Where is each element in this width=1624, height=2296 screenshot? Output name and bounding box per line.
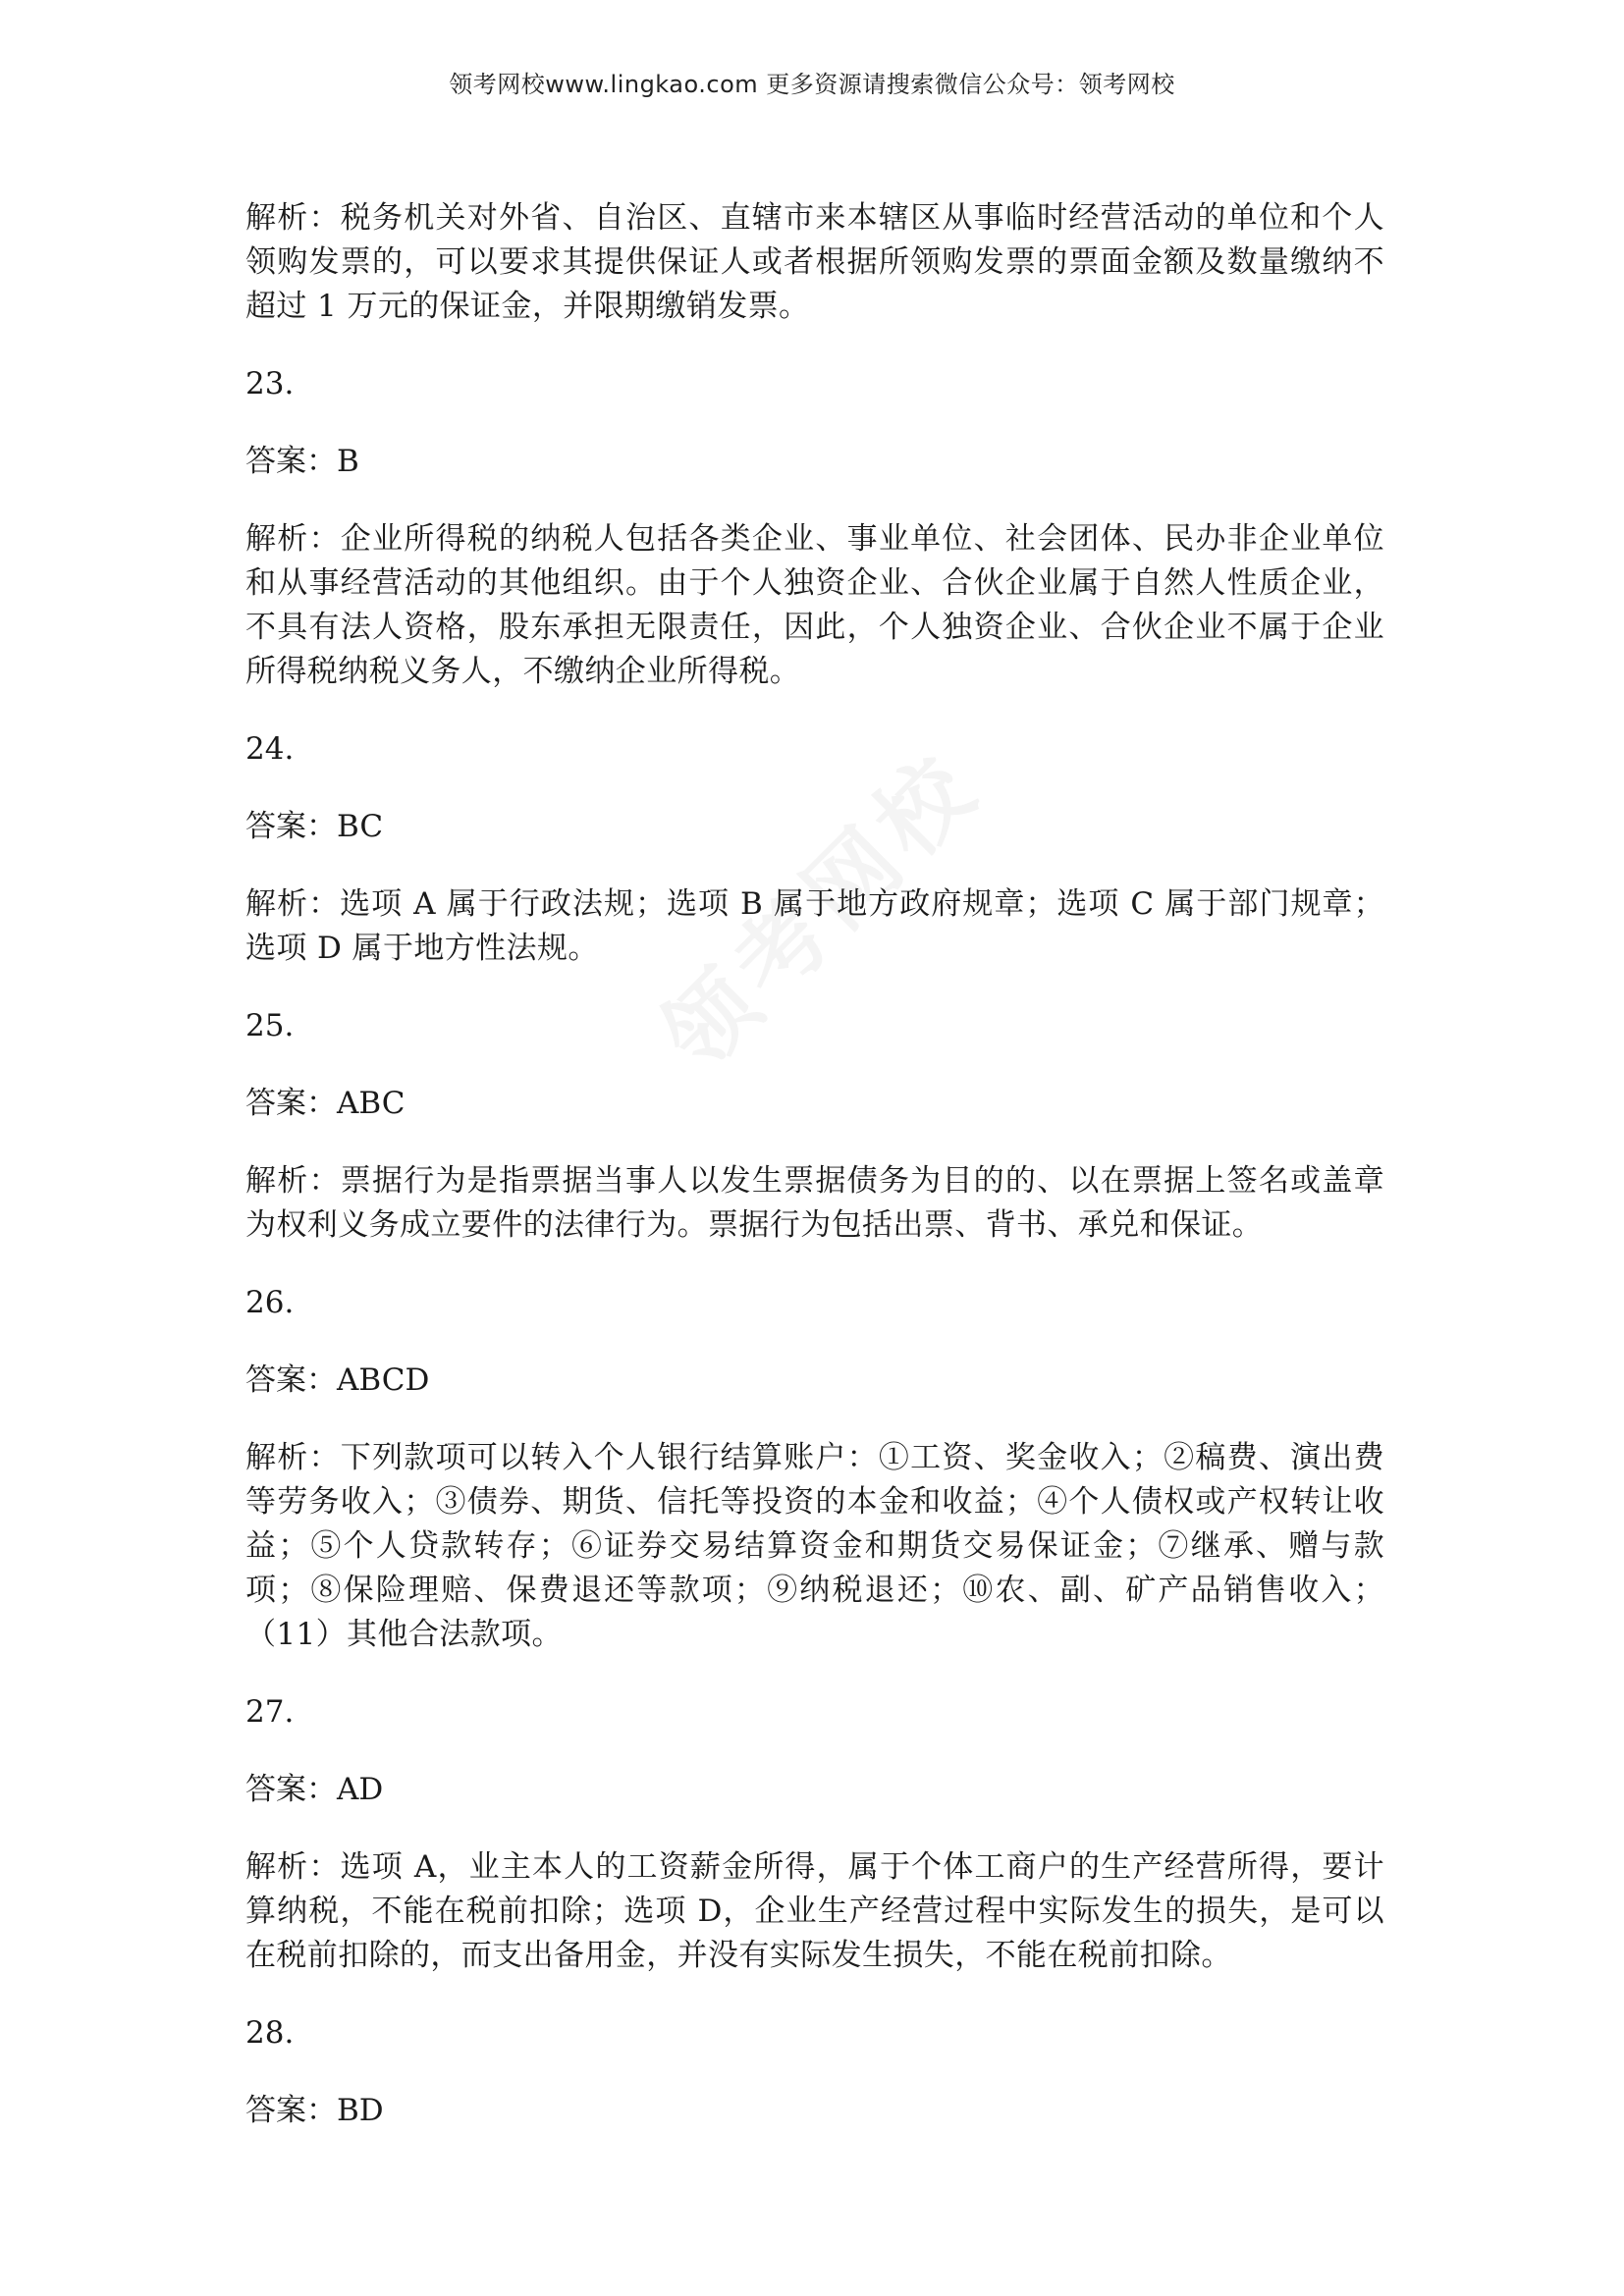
answer-line: 答案：AD	[245, 1772, 384, 1807]
explanation-paragraph: 解析：企业所得税的纳税人包括各类企业、事业单位、社会团体、民办非企业单位和从事经营活动的其他组织。由于个人独资企业、合伙企业属于自然人性质企业，不具有法人资格，股东承担无限责任，因此，个人独资企业、合伙企业不属于企业所得税纳税义务人，不缴纳企业所得税。	[245, 521, 1384, 689]
page-header: 领考网校www.lingkao.com 更多资源请搜索微信公众号：领考网校	[449, 71, 1175, 98]
question-number: 26.	[245, 1285, 295, 1320]
answer-line: 答案：ABC	[245, 1086, 406, 1121]
question-number: 24.	[245, 731, 295, 767]
question-number: 25.	[245, 1008, 295, 1043]
document-body	[245, 196, 1384, 2166]
explanation-paragraph: 解析：税务机关对外省、自治区、直辖市来本辖区从事临时经营活动的单位和个人领购发票的，可以要求其提供保证人或者根据所领购发票的票面金额及数量缴纳不超过 1 万元的保证金，并限期缴销发票。	[245, 200, 1384, 324]
answer-line: 答案：BD	[245, 2093, 384, 2128]
answer-line: 答案：BC	[245, 809, 384, 844]
question-number: 27.	[245, 1694, 295, 1730]
answer-line: 答案：B	[245, 444, 359, 479]
explanation-paragraph: 解析：选项 A 属于行政法规；选项 B 属于地方政府规章；选项 C 属于部门规章；选项 D 属于地方性法规。	[245, 886, 1384, 966]
question-number: 23.	[245, 366, 295, 401]
explanation-paragraph: 解析：选项 A，业主本人的工资薪金所得，属于个体工商户的生产经营所得，要计算纳税，不能在税前扣除；选项 D，企业生产经营过程中实际发生的损失，是可以在税前扣除的，而支出备用金，并没有实际发生损失，不能在税前扣除。	[245, 1849, 1384, 1973]
question-number: 28.	[245, 2015, 295, 2051]
explanation-paragraph: 解析：下列款项可以转入个人银行结算账户：①工资、奖金收入；②稿费、演出费等劳务收入；③债券、期货、信托等投资的本金和收益；④个人债权或产权转让收益；⑤个人贷款转存；⑥证券交易结算资金和期货交易保证金；⑦继承、赠与款项；⑧保险理赔、保费退还等款项；⑨纳税退还；⑩农、副、矿产品销售收入；（11）其他合法款项。	[245, 1440, 1384, 1652]
answer-line: 答案：ABCD	[245, 1362, 430, 1398]
explanation-paragraph: 解析：票据行为是指票据当事人以发生票据债务为目的的、以在票据上签名或盖章为权利义务成立要件的法律行为。票据行为包括出票、背书、承兑和保证。	[245, 1163, 1384, 1243]
